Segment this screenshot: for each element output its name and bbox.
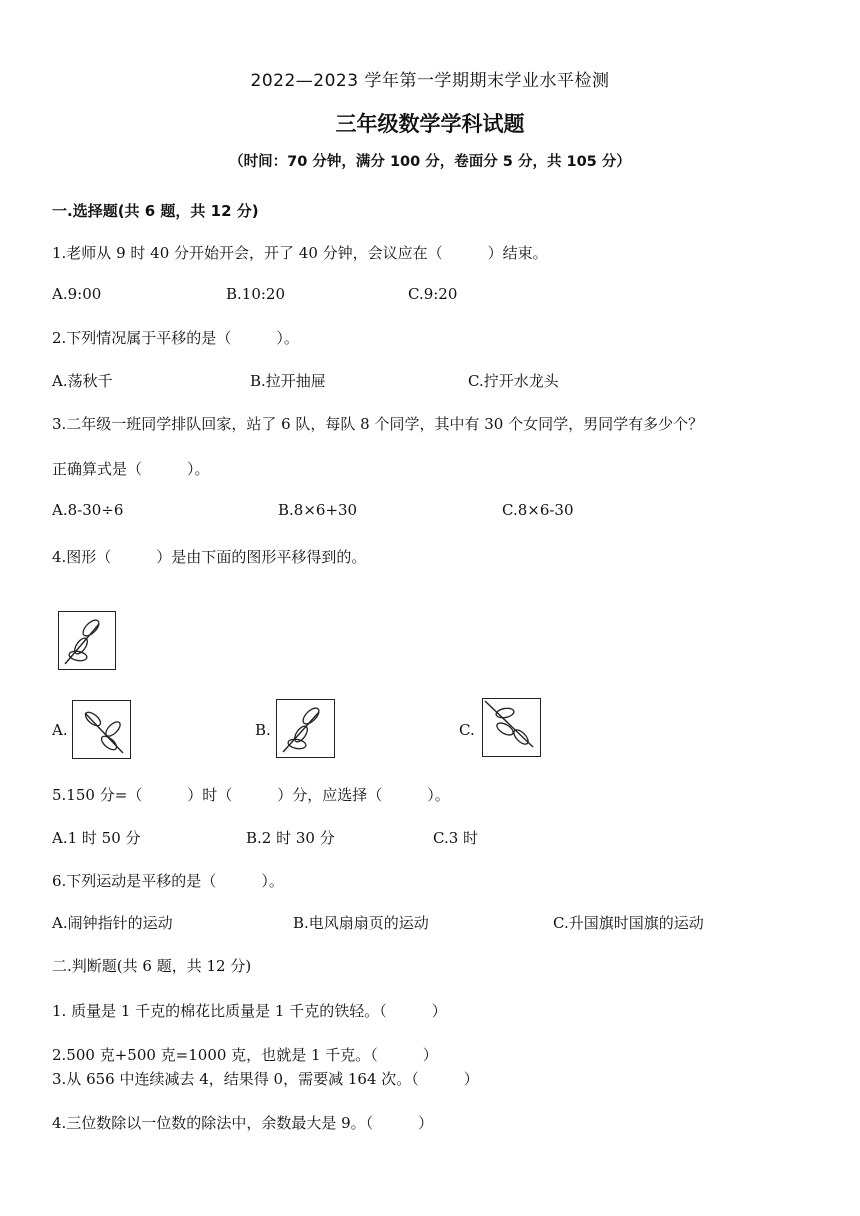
q5-option-b: B.2 时 30 分 bbox=[246, 829, 335, 847]
leaf-branch-icon bbox=[59, 612, 115, 669]
leaf-branch-rotated-icon bbox=[483, 699, 540, 756]
q3-stem: 3.二年级一班同学排队回家，站了 6 队，每队 8 个同学，其中有 30 个女同学，男同学有多少个？ bbox=[52, 415, 704, 433]
q4-option-c-label: C. bbox=[459, 721, 475, 739]
q1-option-c: C.9:20 bbox=[408, 285, 458, 303]
q6-option-a: A.闹钟指针的运动 bbox=[52, 914, 173, 932]
q2-option-c: C.拧开水龙头 bbox=[468, 372, 559, 390]
judgment-2: 2.500 克+500 克=1000 克，也就是 1 千克。（ ） bbox=[52, 1046, 438, 1064]
section-1-heading: 一.选择题(共 6 题，共 12 分) bbox=[52, 202, 259, 220]
q3-option-a: A.8-30÷6 bbox=[52, 501, 124, 519]
q4-stem: 4.图形（ ）是由下面的图形平移得到的。 bbox=[52, 548, 367, 566]
q6-stem: 6.下列运动是平移的是（ ）。 bbox=[52, 872, 284, 890]
q5-option-c: C.3 时 bbox=[433, 829, 479, 847]
q3-option-b: B.8×6+30 bbox=[278, 501, 358, 519]
q2-option-a: A.荡秋千 bbox=[52, 372, 113, 390]
q4-option-a-figure bbox=[72, 700, 131, 759]
q1-option-b: B.10:20 bbox=[226, 285, 286, 303]
leaf-branch-flipped-icon bbox=[73, 701, 130, 758]
judgment-1: 1. 质量是 1 千克的棉花比质量是 1 千克的铁轻。（ ） bbox=[52, 1002, 447, 1020]
q1-option-a: A.9:00 bbox=[52, 285, 102, 303]
judgment-4: 4.三位数除以一位数的除法中，余数最大是 9。（ ） bbox=[52, 1114, 434, 1132]
leaf-figure-original bbox=[58, 611, 116, 670]
q4-option-a-label: A. bbox=[52, 721, 68, 739]
q4-option-b-label: B. bbox=[255, 721, 271, 739]
q2-option-b: B.拉开抽屉 bbox=[250, 372, 326, 390]
exam-info: （时间：70 分钟，满分 100 分，卷面分 5 分，共 105 分） bbox=[229, 154, 631, 170]
q2-stem: 2.下列情况属于平移的是（ ）。 bbox=[52, 329, 299, 347]
judgment-3: 3.从 656 中连续减去 4，结果得 0，需要减 164 次。（ ） bbox=[52, 1070, 479, 1088]
section-2-heading: 二.判断题(共 6 题，共 12 分) bbox=[52, 957, 252, 975]
q3-option-c: C.8×6-30 bbox=[502, 501, 574, 519]
exam-title-subject: 三年级数学学科试题 bbox=[335, 112, 525, 136]
q6-option-c: C.升国旗时国旗的运动 bbox=[553, 914, 704, 932]
q6-option-b: B.电风扇扇页的运动 bbox=[293, 914, 429, 932]
leaf-branch-icon bbox=[277, 700, 334, 757]
q5-stem: 5.150 分=（ ）时（ ）分，应选择（ ）。 bbox=[52, 786, 450, 804]
exam-title-year: 2022—2023 学年第一学期期末学业水平检测 bbox=[250, 71, 610, 91]
q5-option-a: A.1 时 50 分 bbox=[52, 829, 141, 847]
q4-option-c-figure bbox=[482, 698, 541, 757]
q3-stem-continued: 正确算式是（ ）。 bbox=[52, 460, 210, 478]
q1-stem: 1.老师从 9 时 40 分开始开会，开了 40 分钟，会议应在（ ）结束。 bbox=[52, 244, 548, 262]
q4-option-b-figure bbox=[276, 699, 335, 758]
